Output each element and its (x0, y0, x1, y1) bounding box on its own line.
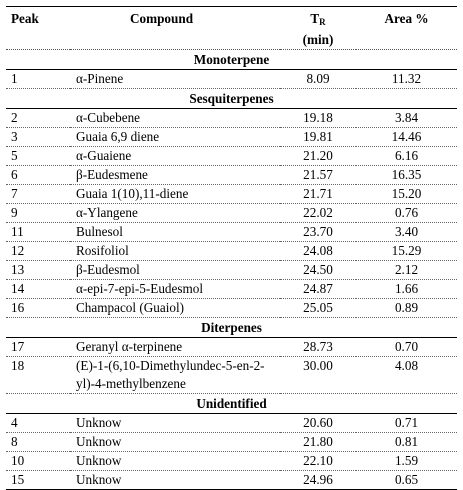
retention-time-cell: 21.80 (280, 433, 356, 452)
peak-cell: 13 (6, 261, 70, 280)
area-percent-cell: 1.66 (356, 280, 457, 299)
area-percent-cell: 15.20 (356, 185, 457, 204)
peak-cell: 6 (6, 166, 70, 185)
table-row (6, 204, 457, 223)
section-row (6, 394, 457, 414)
area-percent-cell: 0.81 (356, 433, 457, 452)
table-row (6, 185, 457, 204)
retention-time-cell: 19.81 (280, 128, 356, 147)
compound-cell: Unknow (70, 452, 280, 471)
peak-cell: 18 (6, 357, 70, 394)
table-row (6, 223, 457, 242)
peak-cell: 5 (6, 147, 70, 166)
peak-cell: 11 (6, 223, 70, 242)
compound-cell: Guaia 1(10),11-diene (70, 185, 280, 204)
compound-cell: α-Cubebene (70, 109, 280, 128)
table-row (6, 166, 457, 185)
peak-cell: 3 (6, 128, 70, 147)
compound-cell: α-Pinene (70, 70, 280, 89)
compound-cell: Unknow (70, 414, 280, 433)
header-row (6, 7, 457, 50)
compound-cell: α-Ylangene (70, 204, 280, 223)
compound-cell: Unknow (70, 433, 280, 452)
area-percent-cell: 0.70 (356, 338, 457, 357)
retention-time-subscript: R (319, 17, 326, 27)
table-row (6, 109, 457, 128)
area-header: Area % (356, 7, 457, 50)
peak-cell: 10 (6, 452, 70, 471)
table-row (6, 299, 457, 318)
section-title: Sesquiterpenes (6, 89, 457, 109)
compound-cell: (E)-1-(6,10-Dimethylundec-5-en-2-yl)-4-methylbenzene (70, 357, 280, 394)
area-percent-cell: 15.29 (356, 242, 457, 261)
table-row (6, 280, 457, 299)
table-row (6, 357, 457, 394)
retention-time-header (280, 7, 356, 50)
retention-time-cell: 24.50 (280, 261, 356, 280)
table-row (6, 471, 457, 490)
table-row (6, 338, 457, 357)
compound-cell: Guaia 6,9 diene (70, 128, 280, 147)
section-row (6, 89, 457, 109)
table-row (6, 261, 457, 280)
table-row (6, 128, 457, 147)
area-percent-cell: 0.76 (356, 204, 457, 223)
table-row (6, 414, 457, 433)
retention-time-unit: (min) (302, 32, 334, 47)
peak-cell: 16 (6, 299, 70, 318)
area-percent-cell: 2.12 (356, 261, 457, 280)
retention-time-cell: 21.71 (280, 185, 356, 204)
peak-cell: 7 (6, 185, 70, 204)
peak-cell: 1 (6, 70, 70, 89)
table-row (6, 70, 457, 89)
retention-time-cell: 24.87 (280, 280, 356, 299)
table-row (6, 242, 457, 261)
retention-time-cell: 21.57 (280, 166, 356, 185)
area-percent-cell: 0.71 (356, 414, 457, 433)
retention-time-cell: 22.10 (280, 452, 356, 471)
section-row (6, 318, 457, 338)
peak-cell: 2 (6, 109, 70, 128)
table-row (6, 433, 457, 452)
retention-time-symbol: T (310, 11, 320, 26)
peak-cell: 17 (6, 338, 70, 357)
peak-header: Peak (6, 7, 70, 50)
retention-time-cell: 24.96 (280, 471, 356, 490)
retention-time-cell: 22.02 (280, 204, 356, 223)
compound-cell: β-Eudesmol (70, 261, 280, 280)
area-percent-cell: 14.46 (356, 128, 457, 147)
section-title: Unidentified (6, 394, 457, 414)
peak-cell: 14 (6, 280, 70, 299)
compound-cell: Rosifoliol (70, 242, 280, 261)
table-header (6, 7, 457, 50)
area-percent-cell: 1.59 (356, 452, 457, 471)
area-percent-cell: 3.84 (356, 109, 457, 128)
area-percent-cell: 0.65 (356, 471, 457, 490)
area-percent-cell: 4.08 (356, 357, 457, 394)
area-percent-cell: 11.32 (356, 70, 457, 89)
peak-cell: 8 (6, 433, 70, 452)
area-percent-cell: 3.40 (356, 223, 457, 242)
peak-cell: 12 (6, 242, 70, 261)
peak-cell: 15 (6, 471, 70, 490)
compound-cell: Champacol (Guaiol) (70, 299, 280, 318)
area-percent-cell: 6.16 (356, 147, 457, 166)
compound-cell: α-Guaiene (70, 147, 280, 166)
table-row (6, 147, 457, 166)
table-row (6, 452, 457, 471)
retention-time-cell: 21.20 (280, 147, 356, 166)
peak-cell: 9 (6, 204, 70, 223)
peak-cell: 4 (6, 414, 70, 433)
compound-table (6, 6, 457, 490)
table-body (6, 50, 457, 490)
compound-header: Compound (70, 7, 280, 50)
compound-cell: Unknow (70, 471, 280, 490)
retention-time-cell: 20.60 (280, 414, 356, 433)
retention-time-cell: 23.70 (280, 223, 356, 242)
area-percent-cell: 16.35 (356, 166, 457, 185)
compound-cell: β-Eudesmene (70, 166, 280, 185)
section-title: Diterpenes (6, 318, 457, 338)
retention-time-cell: 19.18 (280, 109, 356, 128)
area-percent-cell: 0.89 (356, 299, 457, 318)
compound-cell: α-epi-7-epi-5-Eudesmol (70, 280, 280, 299)
compound-table-container (6, 6, 457, 490)
compound-cell: Geranyl α-terpinene (70, 338, 280, 357)
compound-cell: Bulnesol (70, 223, 280, 242)
section-title: Monoterpene (6, 50, 457, 70)
retention-time-cell: 25.05 (280, 299, 356, 318)
section-row (6, 50, 457, 70)
retention-time-cell: 28.73 (280, 338, 356, 357)
retention-time-cell: 8.09 (280, 70, 356, 89)
retention-time-cell: 24.08 (280, 242, 356, 261)
retention-time-cell: 30.00 (280, 357, 356, 394)
